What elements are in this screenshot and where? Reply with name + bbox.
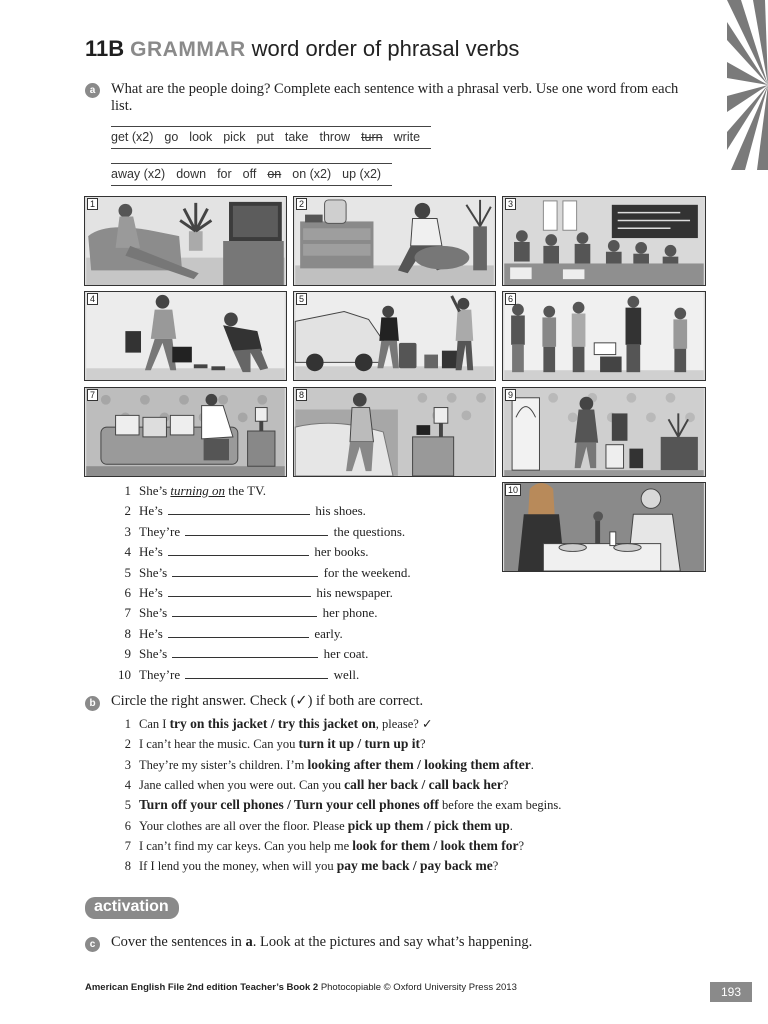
exercise-c-instruction <box>111 934 532 951</box>
page-number: 193 <box>710 982 752 1002</box>
word-list-particles <box>111 163 392 186</box>
choice-options[interactable]: Turn off your cell phones / Turn your cell phones off <box>139 797 439 813</box>
word-list-item: on (x2) <box>292 167 332 181</box>
choice-number: 3 <box>124 757 131 772</box>
sentence-ending: for the weekend. <box>323 564 411 580</box>
choice-context: I can’t find my car keys. Can you help me <box>139 838 350 853</box>
sentence-number: 6 <box>124 585 131 600</box>
word-list-item: throw <box>319 130 351 144</box>
choice-ending: . <box>509 818 513 833</box>
exercise-c-badge: c <box>85 937 100 952</box>
sentence-subject: He’s <box>139 503 163 519</box>
choice-item <box>111 777 508 797</box>
choice-item <box>111 757 534 777</box>
choice-item <box>111 858 498 878</box>
sentence-number: 10 <box>118 666 131 682</box>
sentence-row <box>111 544 369 564</box>
choice-ending: ? <box>492 859 499 874</box>
sentence-ending: the TV. <box>228 483 267 498</box>
choice-ending: ? <box>420 737 426 752</box>
sentence-subject: She’s <box>139 564 168 580</box>
picture-number: 5 <box>296 293 307 305</box>
sentence-ending: early. <box>314 625 343 641</box>
picture-10 <box>502 482 706 572</box>
picture-number: 1 <box>87 198 98 210</box>
sentence-ending: his shoes. <box>315 503 366 519</box>
choice-number: 4 <box>124 777 131 792</box>
choice-ending: before the exam begins. <box>441 798 562 813</box>
word-list-item: down <box>176 167 207 181</box>
sentence-subject: He’s <box>139 625 163 641</box>
picture-number: 2 <box>296 198 307 210</box>
sentence-number: 9 <box>124 646 131 662</box>
word-list-item: write <box>393 130 421 144</box>
choice-context: I can’t hear the music. Can you <box>139 737 296 752</box>
sentence-ending: well. <box>333 666 360 682</box>
word-list-item: for <box>217 167 232 181</box>
car-packing-illustration <box>294 292 495 380</box>
sentence-number: 1 <box>124 483 131 498</box>
choice-context: Can I <box>139 717 167 731</box>
sentence-row <box>111 626 343 646</box>
sentence-number: 4 <box>124 544 131 560</box>
man-getting-up-illustration <box>294 388 495 476</box>
choice-options[interactable]: try on this jacket / try this jacket on <box>169 716 376 731</box>
couple-dining-illustration <box>503 483 705 571</box>
choice-context: Jane called when you were out. Can you <box>139 777 342 792</box>
woman-looking-for-phone-illustration <box>85 388 286 476</box>
picture-1 <box>84 196 287 286</box>
choice-options[interactable]: turn it up / turn up it <box>298 736 420 752</box>
picture-9 <box>502 387 706 477</box>
exercise-c-text-post: . Look at the pictures and say what’s happening. <box>252 934 533 950</box>
choice-options[interactable]: looking after them / looking them after <box>307 756 531 772</box>
picture-7 <box>84 387 287 477</box>
picture-2 <box>293 196 496 286</box>
choice-number: 8 <box>124 859 131 874</box>
answer-blank[interactable] <box>168 503 310 515</box>
choice-context: If I lend you the money, when will you <box>139 859 334 874</box>
answer-blank[interactable] <box>172 646 318 658</box>
choice-options[interactable]: look for them / look them for <box>352 837 519 853</box>
sentence-row <box>111 503 366 523</box>
picture-5 <box>293 291 496 381</box>
sentence-subject: He’s <box>139 544 163 560</box>
answer-blank[interactable] <box>172 565 318 577</box>
students-writing-illustration <box>503 197 705 285</box>
woman-with-remote-illustration <box>85 197 286 285</box>
word-list-item: go <box>164 130 179 144</box>
sentence-subject: They’re <box>139 523 181 539</box>
word-list-item: turn <box>361 130 383 144</box>
choice-context: Your clothes are all over the floor. Please <box>139 818 345 833</box>
choice-number: 6 <box>124 818 131 833</box>
word-list-item: on <box>267 167 282 181</box>
sentence-row <box>111 524 405 544</box>
word-list-item: get (x2) <box>111 130 154 144</box>
man-putting-on-shoes-illustration <box>294 197 495 285</box>
word-list-verbs <box>111 126 431 149</box>
choice-number: 2 <box>124 737 131 752</box>
answer-blank[interactable] <box>168 626 309 638</box>
choice-options[interactable]: pay me back / pay back me <box>336 858 493 874</box>
sunburst-decoration <box>727 0 768 170</box>
choice-ending: , please? ✓ <box>375 717 433 731</box>
choice-options[interactable]: call her back / call back her <box>344 776 503 792</box>
word-list-item: away (x2) <box>111 167 166 181</box>
footer-copyright: Photocopiable © Oxford University Press 2013 <box>320 982 517 993</box>
sentence-ending: the questions. <box>333 523 406 539</box>
page-header <box>85 36 519 62</box>
choice-context: They’re my sister’s children. I’m <box>139 757 305 772</box>
word-list-item: up (x2) <box>342 167 382 181</box>
picture-number: 4 <box>87 293 98 305</box>
answer-blank[interactable] <box>168 544 309 556</box>
answer-blank[interactable] <box>172 605 317 617</box>
picture-number: 10 <box>505 484 521 496</box>
choice-number: 7 <box>124 838 131 853</box>
choice-item <box>111 716 432 736</box>
sentence-row <box>111 483 266 503</box>
exercise-a-badge: a <box>85 83 100 98</box>
exercise-a-instruction: What are the people doing? Complete each sentence with a phrasal verb. Use one word from each list. <box>111 81 679 114</box>
choice-number: 1 <box>124 717 131 731</box>
answer-blank[interactable] <box>185 524 328 536</box>
sentence-subject: She’s <box>139 483 168 498</box>
picture-number: 7 <box>87 389 98 401</box>
exercise-c-ref: a <box>245 934 253 950</box>
sentence-subject: He’s <box>139 585 163 600</box>
exercise-b-badge: b <box>85 696 100 711</box>
sentence-ending: her books. <box>314 544 369 560</box>
choice-options[interactable]: pick up them / pick them up <box>347 817 510 833</box>
picture-8 <box>293 387 496 477</box>
choice-item <box>111 818 513 838</box>
word-list-item: look <box>189 130 213 144</box>
choice-item <box>111 797 561 817</box>
picture-6 <box>502 291 706 381</box>
sentence-ending: her phone. <box>322 605 378 621</box>
choice-ending: ? <box>502 777 509 792</box>
choice-item <box>111 838 524 858</box>
sentence-row <box>111 667 359 687</box>
word-list-item: off <box>242 167 257 181</box>
sentence-subject: They’re <box>139 666 181 682</box>
sentence-subject: She’s <box>139 646 168 662</box>
sentence-subject: She’s <box>139 605 168 621</box>
choice-item <box>111 736 426 756</box>
section-topic: GRAMMAR <box>130 38 246 61</box>
sentence-row <box>111 585 393 605</box>
picture-3 <box>502 196 706 286</box>
answer-blank[interactable] <box>168 585 311 597</box>
sentence-row <box>111 605 378 625</box>
section-code: 11B <box>85 36 125 61</box>
woman-taking-off-coat-illustration <box>503 388 705 476</box>
sentence-number: 3 <box>124 523 131 539</box>
sentence-row <box>111 646 368 666</box>
sentence-row <box>111 565 411 585</box>
sentence-number: 7 <box>124 605 131 621</box>
exercise-b-instruction: Circle the right answer. Check (✓) if both are correct. <box>111 693 424 709</box>
word-list-item: put <box>256 130 274 144</box>
choice-ending: . <box>530 757 534 772</box>
picture-number: 3 <box>505 198 516 210</box>
picture-number: 8 <box>296 389 307 401</box>
picture-4 <box>84 291 287 381</box>
sentence-ending: his newspaper. <box>316 585 393 600</box>
people-throwing-away-newspaper-illustration <box>503 292 705 380</box>
choice-ending: ? <box>518 838 525 853</box>
section-title: word order of phrasal verbs <box>251 36 520 61</box>
choice-number: 5 <box>124 798 131 813</box>
word-list-item: take <box>284 130 309 144</box>
picture-number: 6 <box>505 293 516 305</box>
sentence-ending: her coat. <box>323 646 369 662</box>
activation-label: activation <box>85 897 179 919</box>
exercise-c-text-pre: Cover the sentences in <box>111 934 242 950</box>
page-footer <box>85 982 517 993</box>
sentence-number: 2 <box>124 503 131 519</box>
footer-book-title: American English File 2nd edition Teacher’s Book 2 <box>85 982 319 993</box>
word-list-item: pick <box>223 130 246 144</box>
man-picking-up-books-illustration <box>85 292 286 380</box>
sentence-number: 5 <box>124 564 131 580</box>
picture-number: 9 <box>505 389 516 401</box>
sentence-number: 8 <box>124 625 131 641</box>
answer-blank[interactable] <box>185 667 328 679</box>
example-answer: turning on <box>170 483 225 498</box>
